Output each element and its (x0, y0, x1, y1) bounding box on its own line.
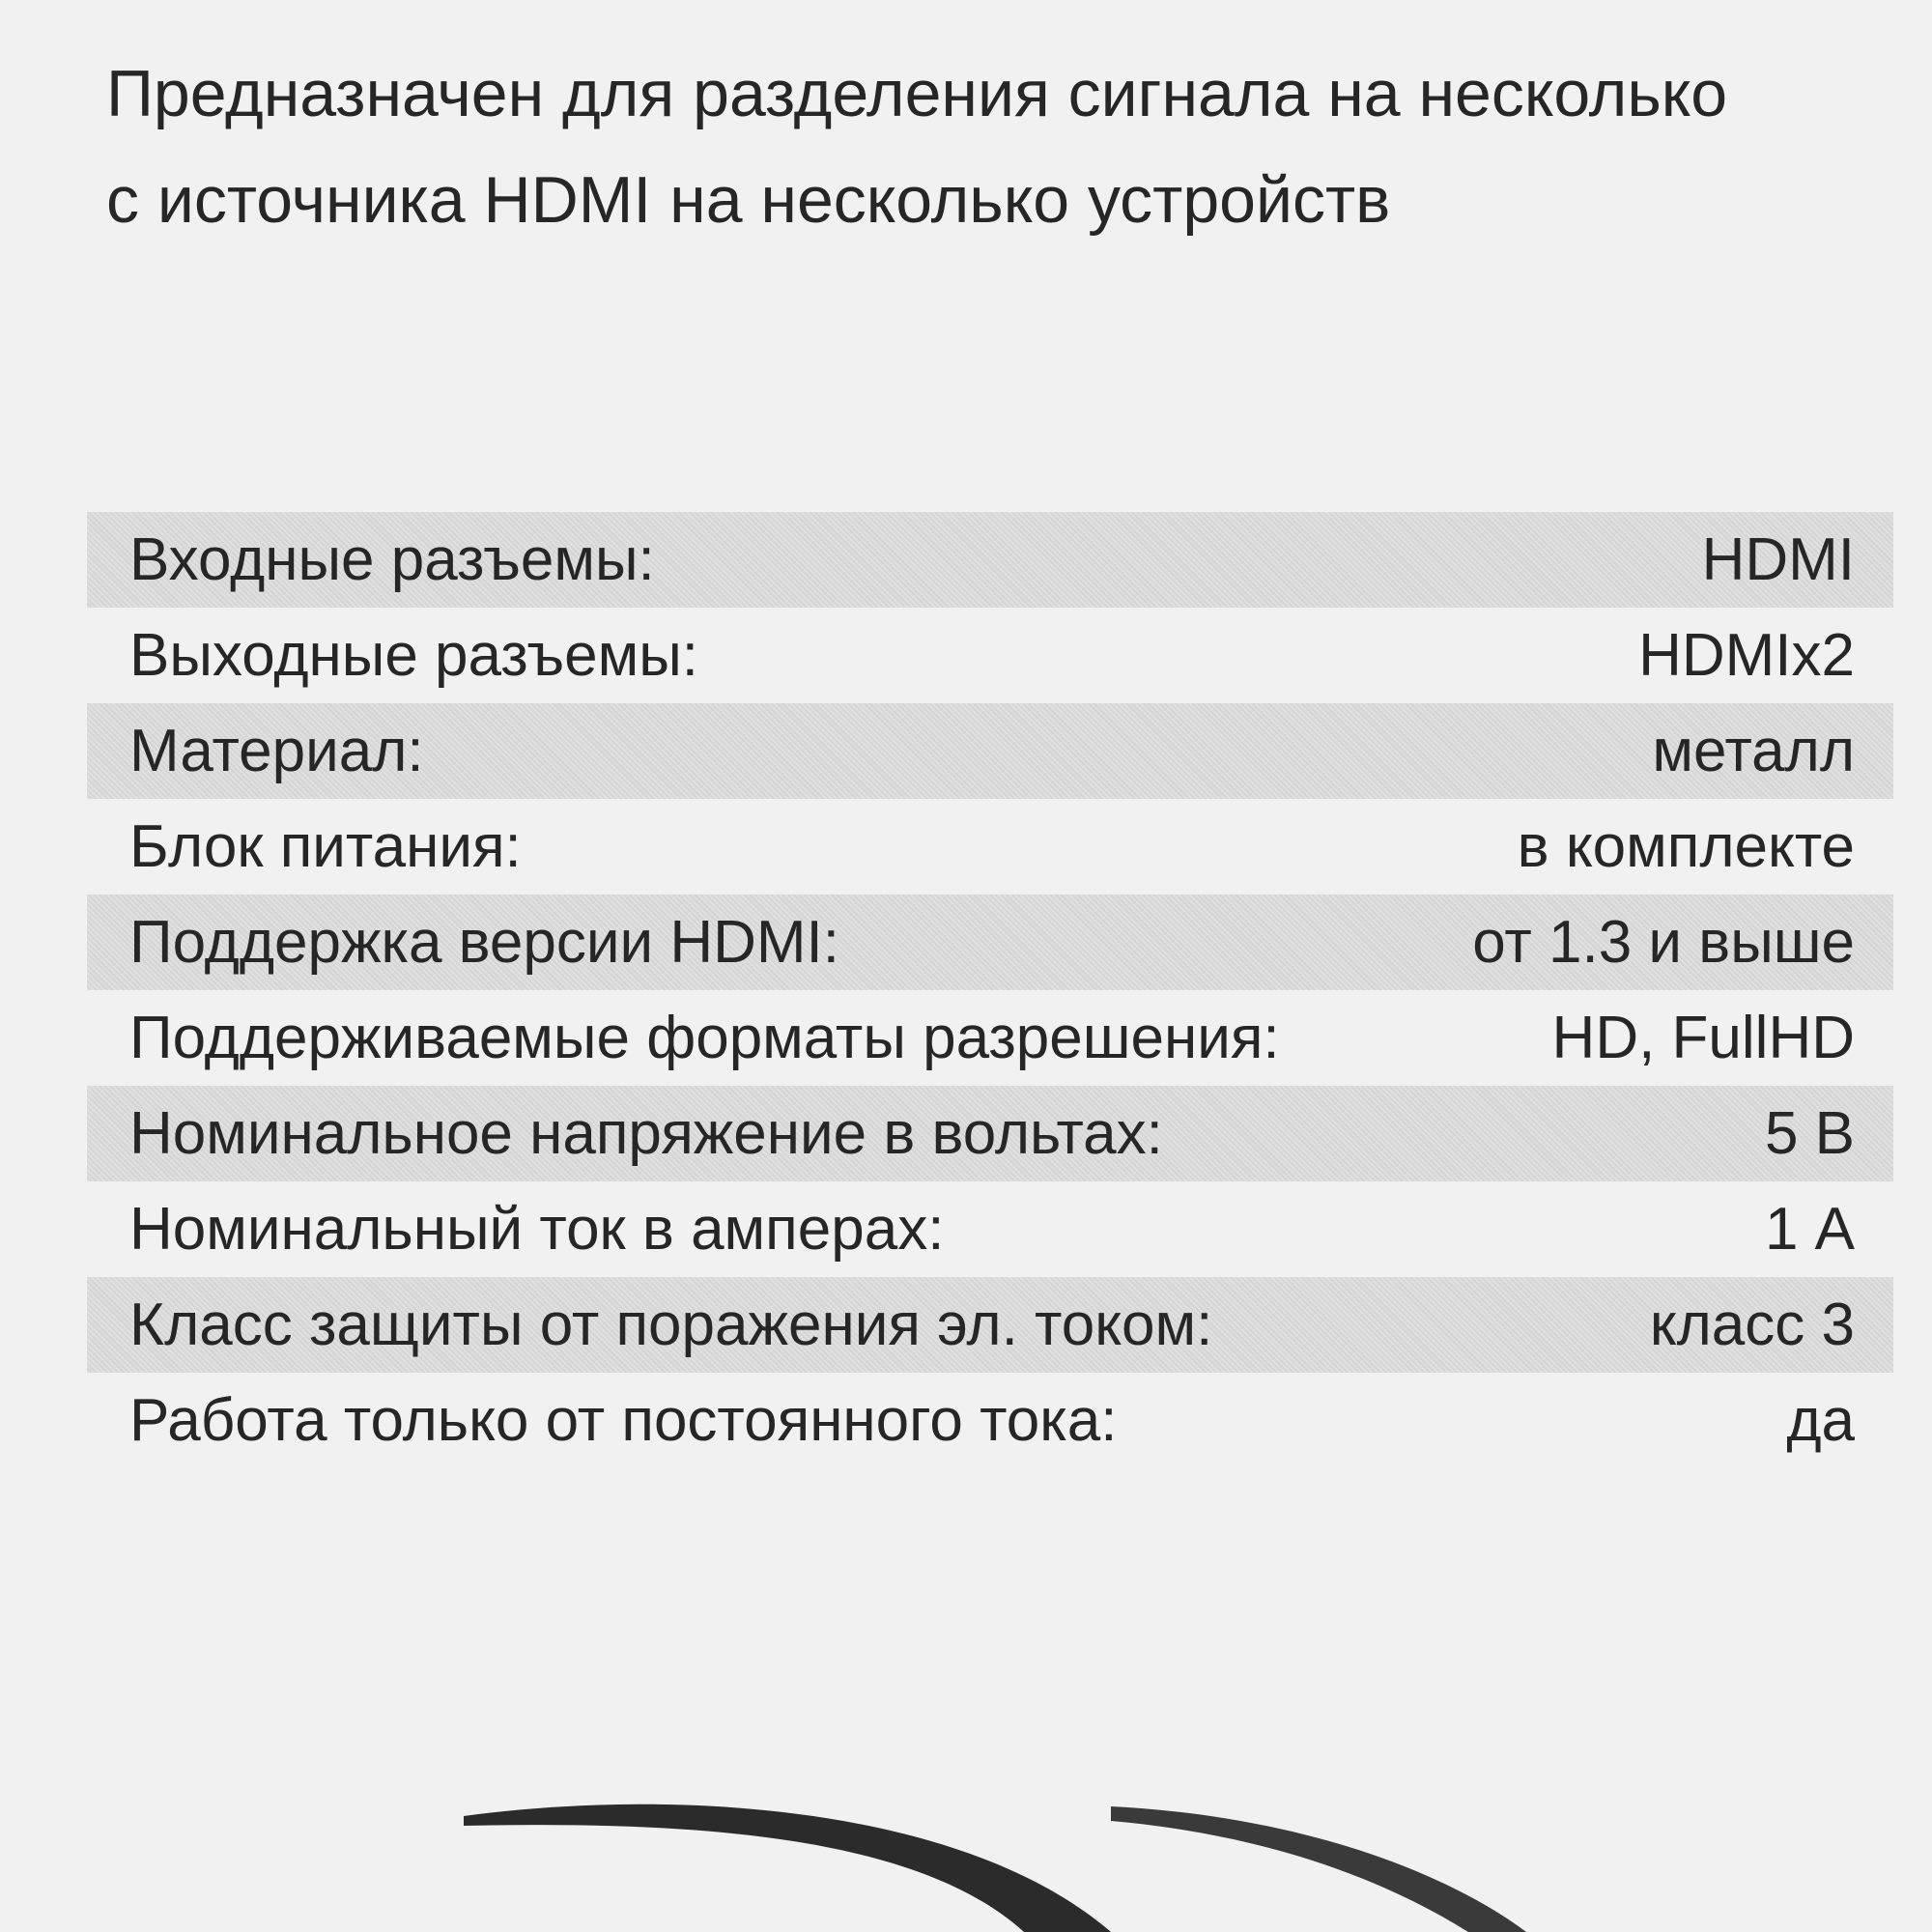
spec-row-power-supply (87, 799, 1893, 895)
spec-value: металл (1652, 718, 1855, 784)
spec-label: Работа только от постоянного тока: (129, 1387, 1118, 1454)
cable-illustration (0, 1777, 1932, 1932)
spec-row-input-ports (87, 512, 1893, 608)
spec-value: класс 3 (1649, 1292, 1855, 1358)
cable-shape (464, 1804, 1111, 1932)
spec-row-output-ports (87, 608, 1893, 703)
description-line-1: Предназначен для разделения сигнала на несколько (106, 57, 1728, 130)
spec-row-dc-only (87, 1373, 1893, 1468)
spec-label: Поддержка версии HDMI: (129, 909, 840, 976)
spec-label: Класс защиты от поражения эл. током: (129, 1292, 1213, 1358)
spec-row-resolutions (87, 990, 1893, 1086)
description (106, 41, 1932, 253)
spec-row-voltage (87, 1086, 1893, 1181)
spec-label: Входные разъемы: (129, 526, 655, 593)
spec-value: 1 А (1764, 1196, 1855, 1263)
cable-shape (1111, 1806, 1526, 1932)
spec-label: Номинальное напряжение в вольтах: (129, 1100, 1163, 1167)
spec-row-current (87, 1181, 1893, 1277)
spec-label: Материал: (129, 718, 424, 784)
spec-table (87, 512, 1893, 1468)
spec-label: Выходные разъемы: (129, 622, 698, 689)
spec-value: HDMIx2 (1638, 622, 1855, 689)
spec-value: HD, FullHD (1551, 1005, 1855, 1071)
spec-value: 5 В (1764, 1100, 1855, 1167)
spec-value: да (1786, 1387, 1855, 1454)
description-line-2: с источника HDMI на несколько устройств (106, 163, 1391, 237)
spec-row-material (87, 703, 1893, 799)
spec-row-protection-class (87, 1277, 1893, 1373)
spec-label: Номинальный ток в амперах: (129, 1196, 945, 1263)
spec-label: Блок питания: (129, 813, 522, 880)
spec-value: в комплекте (1517, 813, 1855, 880)
spec-value: HDMI (1701, 526, 1855, 593)
spec-row-hdmi-version (87, 895, 1893, 990)
spec-value: от 1.3 и выше (1472, 909, 1855, 976)
spec-label: Поддерживаемые форматы разрешения: (129, 1005, 1280, 1071)
